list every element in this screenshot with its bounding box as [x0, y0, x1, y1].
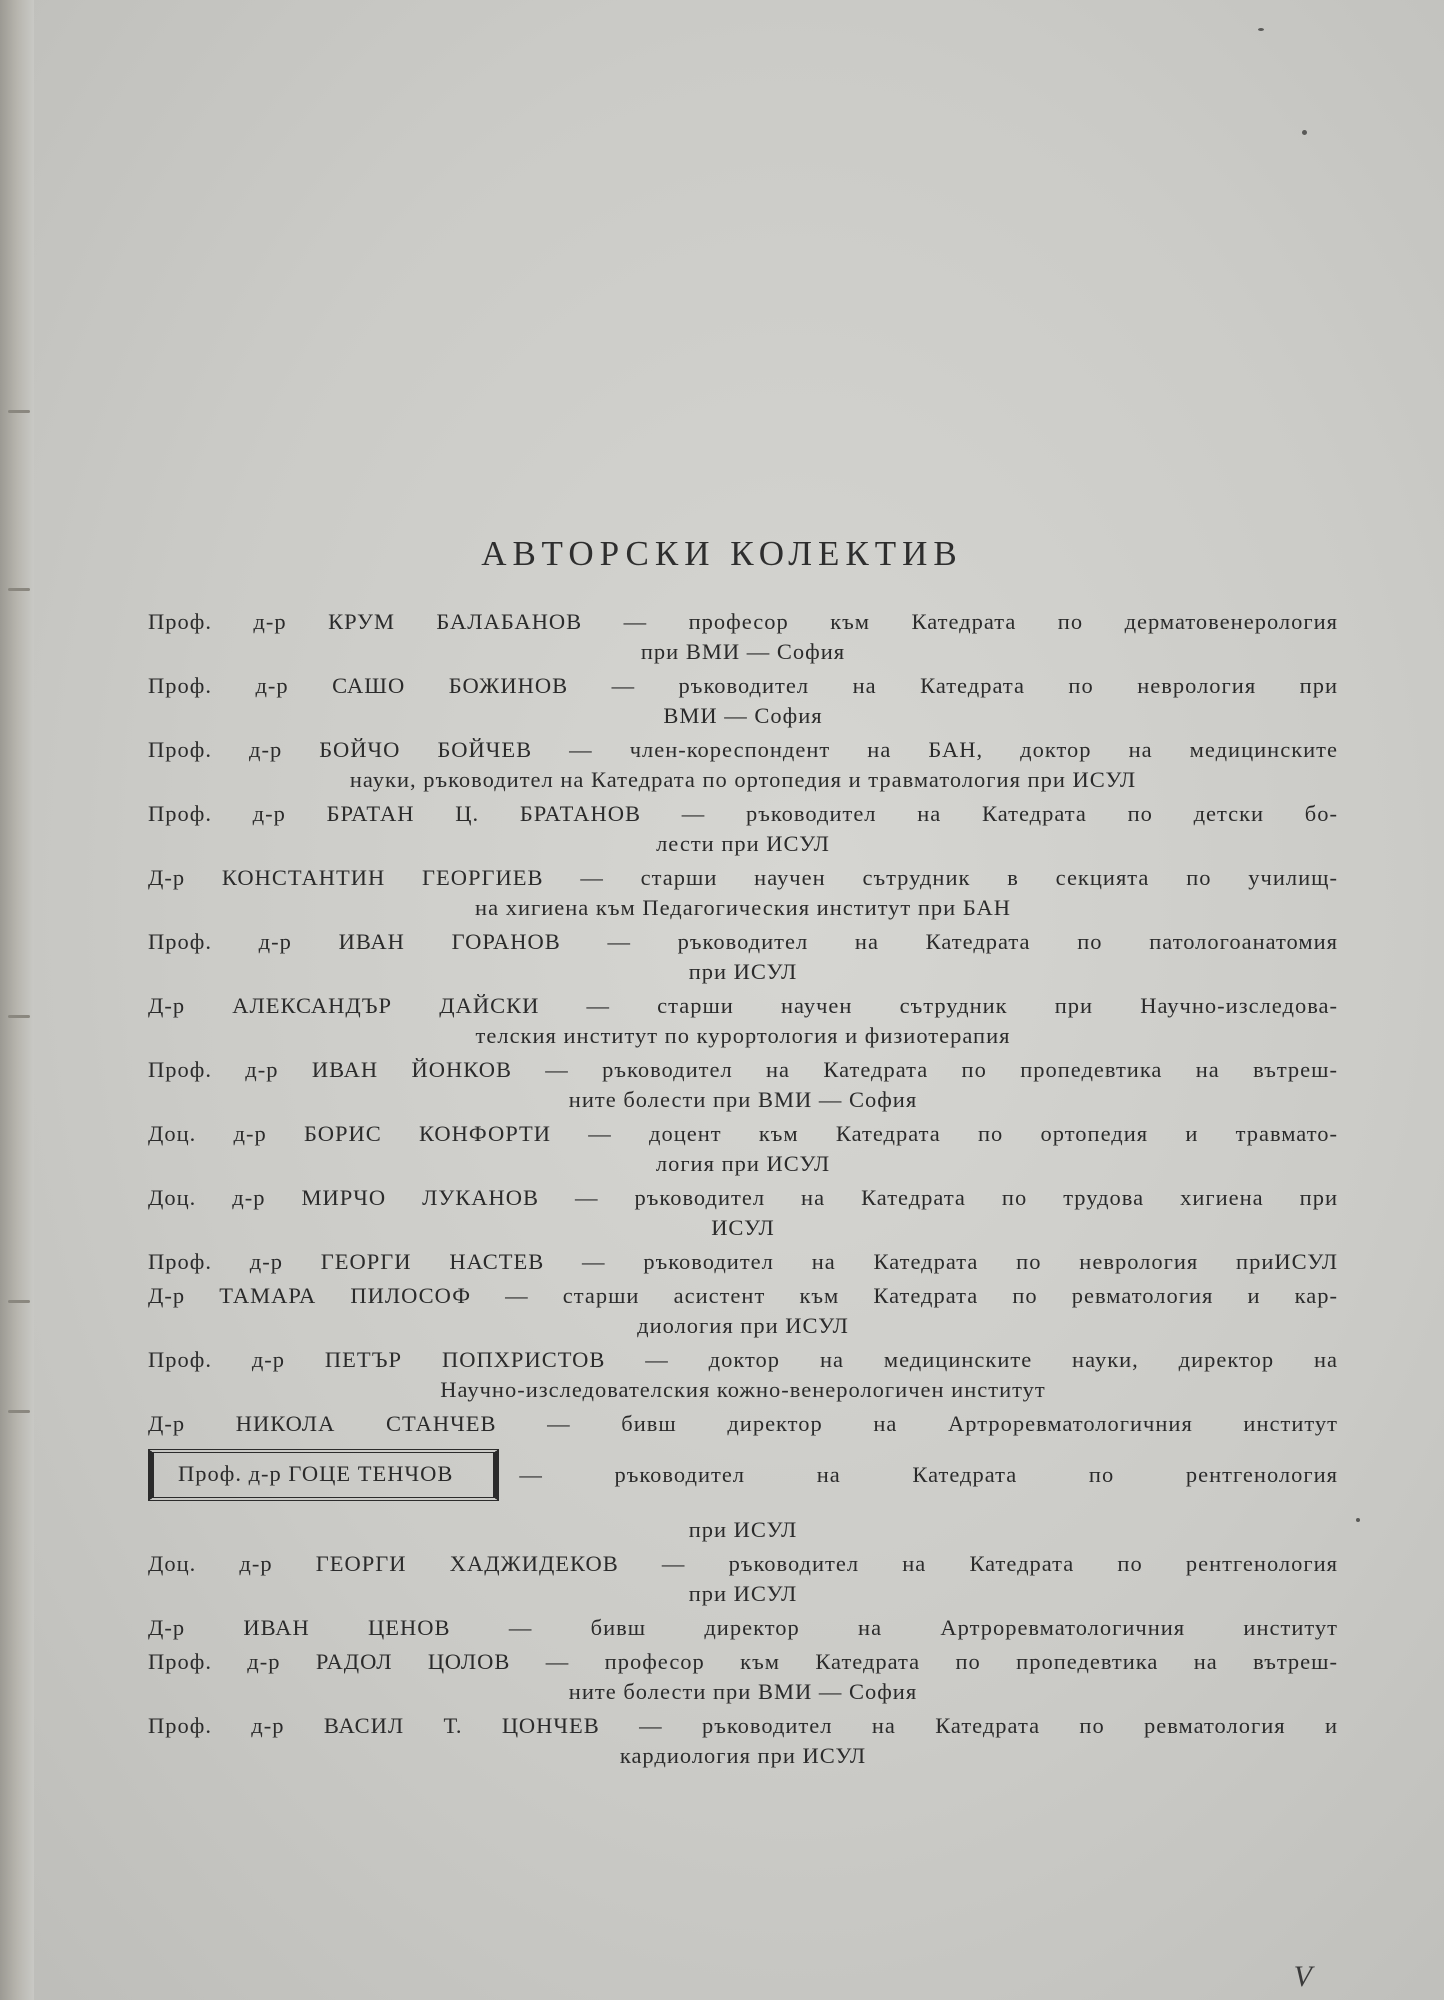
binding-mark — [8, 1300, 30, 1303]
author-entry-line1: Д-р КОНСТАНТИН ГЕОРГИЕВ — старши научен сътрудник в секцията по училищ- — [148, 865, 1338, 890]
page-number: V — [1293, 1960, 1312, 1993]
binding-mark — [8, 1410, 30, 1413]
author-entry-line2: кардиология при ИСУЛ — [619, 1743, 867, 1768]
author-entry-line2: при ВМИ — София — [640, 639, 846, 664]
author-entry-line2: Научно-изследователския кожно-венерологичен институт — [440, 1377, 1046, 1402]
author-entry-line2: ВМИ — София — [663, 703, 823, 728]
authors-list — [148, 607, 1338, 1775]
binding-mark — [8, 588, 30, 591]
author-entry-line2: при ИСУЛ — [688, 959, 798, 984]
author-entry — [148, 1711, 1338, 1771]
boxed-author-line2: при ИСУЛ — [688, 1517, 798, 1542]
author-entry — [148, 1247, 1338, 1277]
author-entry-line2: при ИСУЛ — [688, 1581, 798, 1606]
author-entry — [148, 927, 1338, 987]
author-entry-line1: Д-р ТАМАРА ПИЛОСОФ — старши асистент към Катедрата по ревматология и кар- — [148, 1283, 1338, 1308]
author-entry-line1: Д-р НИКОЛА СТАНЧЕВ — бивш директор на Артроревматологичния институт — [148, 1411, 1338, 1436]
author-entry-line1: Проф. д-р БОЙЧО БОЙЧЕВ — член-кореспондент на БАН, доктор на медицинските — [148, 737, 1338, 762]
author-entry-line1: Проф. д-р БРАТАН Ц. БРАТАНОВ — ръководител на Катедрата по детски бо- — [148, 801, 1338, 826]
author-entry-line1: Проф. д-р КРУМ БАЛАБАНОВ — професор към Катедрата по дерматовенерология — [148, 609, 1338, 634]
author-entry-line1: Доц. д-р МИРЧО ЛУКАНОВ — ръководител на Катедрата по трудова хигиена при — [148, 1185, 1338, 1210]
author-entry-line1: Доц. д-р БОРИС КОНФОРТИ — доцент към Катедрата по ортопедия и травмато- — [148, 1121, 1338, 1146]
author-entry — [148, 735, 1338, 795]
page-title: АВТОРСКИ КОЛЕКТИВ — [481, 534, 963, 573]
page-binding-edge — [0, 0, 34, 2000]
author-entry-line1: Проф. д-р РАДОЛ ЦОЛОВ — професор към Катедрата по пропедевтика на вътреш- — [148, 1649, 1338, 1674]
memorial-name-box: Проф. д-р ГОЦЕ ТЕНЧОВ — [148, 1449, 499, 1501]
boxed-author-line — [148, 1445, 1338, 1505]
paper-speck — [1356, 1518, 1360, 1522]
author-entry-line1: Доц. д-р ГЕОРГИ ХАДЖИДЕКОВ — ръководител на Катедрата по рентгенология — [148, 1551, 1338, 1576]
author-entry-line1: Проф. д-р ИВАН ЙОНКОВ — ръководител на Катедрата по пропедевтика на вътреш- — [148, 1057, 1338, 1082]
author-entry — [148, 1409, 1338, 1439]
author-entry-line2: логия при ИСУЛ — [655, 1151, 831, 1176]
author-entry-line2: ните болести при ВМИ — София — [568, 1087, 918, 1112]
author-entry-line1: Проф. д-р ГЕОРГИ НАСТЕВ — ръководител на Катедрата по неврология приИСУЛ — [148, 1249, 1338, 1274]
binding-mark — [8, 410, 30, 413]
author-entry — [148, 1119, 1338, 1179]
author-entry — [148, 607, 1338, 667]
author-entry-line1: Проф. д-р ПЕТЪР ПОПХРИСТОВ — доктор на медицинските науки, директор на — [148, 1347, 1338, 1372]
paper-speck — [1258, 28, 1264, 31]
author-entry-line2: ните болести при ВМИ — София — [568, 1679, 918, 1704]
author-entry-line2: лести при ИСУЛ — [656, 831, 830, 856]
author-entry — [148, 1281, 1338, 1341]
author-entry — [148, 1183, 1338, 1243]
author-entry-line1: Проф. д-р САШО БОЖИНОВ — ръководител на Катедрата по неврология при — [148, 673, 1338, 698]
author-entry — [148, 1055, 1338, 1115]
author-entry-line2: ИСУЛ — [711, 1215, 775, 1240]
paper-speck — [1302, 130, 1307, 135]
author-entry — [148, 1613, 1338, 1643]
boxed-author-description: — ръководител на Катедрата по рентгенология — [519, 1462, 1338, 1487]
author-entry-line1: Д-р АЛЕКСАНДЪР ДАЙСКИ — старши научен сътрудник при Научно-изследова- — [148, 993, 1338, 1018]
author-entry-line2: науки, ръководител на Катедрата по ортопедия и травматология при ИСУЛ — [349, 767, 1137, 792]
author-entry — [148, 991, 1338, 1051]
author-entry-line2: диология при ИСУЛ — [637, 1313, 849, 1338]
author-entry — [148, 799, 1338, 859]
author-entry-line1: Д-р ИВАН ЦЕНОВ — бивш директор на Артроревматологичния институт — [148, 1615, 1338, 1640]
author-entry — [148, 863, 1338, 923]
author-entry-line2: телския институт по курортология и физиотерапия — [475, 1023, 1011, 1048]
author-entry — [148, 1647, 1338, 1707]
author-entry — [148, 1549, 1338, 1609]
author-entry-line2: на хигиена към Педагогическия институт при БАН — [475, 895, 1011, 920]
author-entry — [148, 671, 1338, 731]
author-entry-line1: Проф. д-р ИВАН ГОРАНОВ — ръководител на Катедрата по патологоанатомия — [148, 929, 1338, 954]
author-entry-line1: Проф. д-р ВАСИЛ Т. ЦОНЧЕВ — ръководител на Катедрата по ревматология и — [148, 1713, 1338, 1738]
author-entry — [148, 1345, 1338, 1405]
boxed-author-entry — [148, 1445, 1338, 1545]
binding-mark — [8, 1015, 30, 1018]
